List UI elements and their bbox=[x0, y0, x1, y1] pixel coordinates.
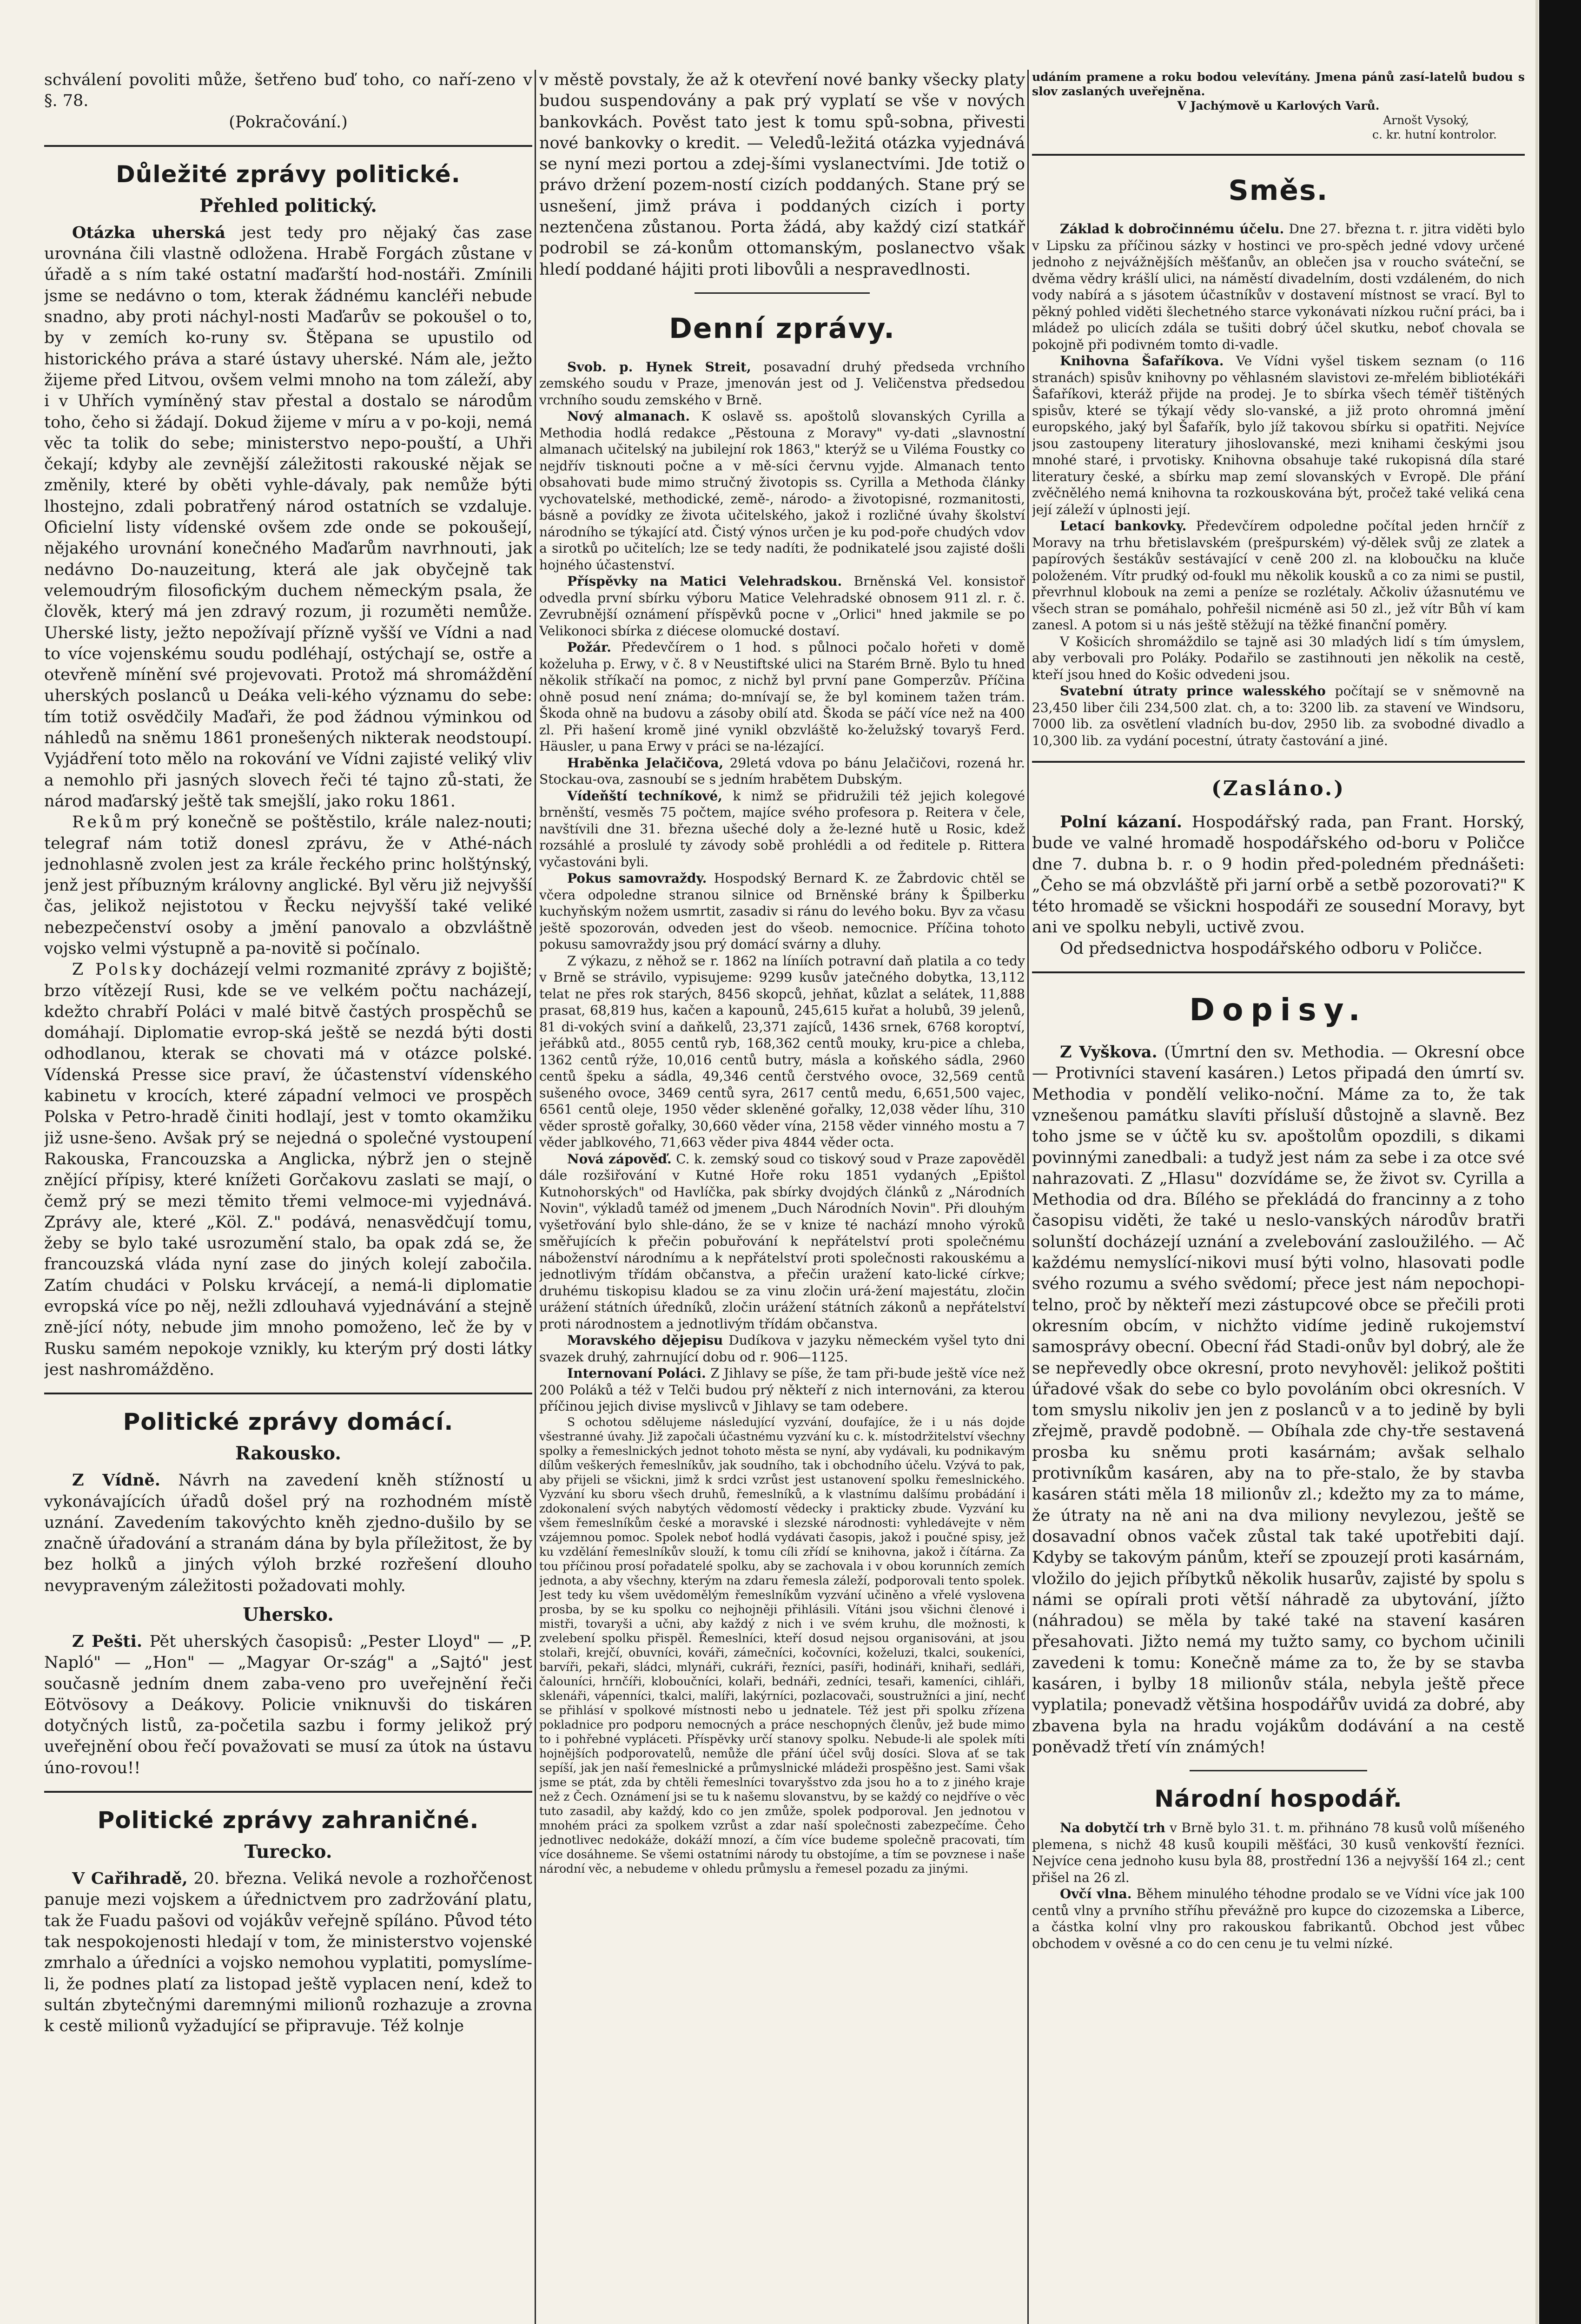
article-body: Návrh na zavedení kněh stížností u vykonávajících úřadů došel prý na rozhodném místě uznání. Zavedením takovýchto kněh zjedno-dušilo by se značně úřadování a stranám dána by byla příležitost, že by bez holků a jiných výloh brzké rozřešení dlouho nevypraveným záležitosti požadovati mohly. bbox=[44, 1471, 532, 1595]
section-heading-domestic: Politické zprávy domácí. bbox=[123, 1408, 454, 1436]
page-edge-light bbox=[1535, 0, 1538, 2324]
article-lead: Z Polsky bbox=[72, 960, 165, 979]
news-item bbox=[539, 639, 1025, 755]
news-body: Z Jihlavy se píše, že tam při-bude ještě více než 200 Poláků a též v Telči budou prý někteří z nich internováni, za kterou příčinou jejich divise myslivců v Jihlavy se tam odebere. bbox=[539, 1366, 1025, 1414]
subheading-austria: Rakousko. bbox=[235, 1443, 341, 1465]
misc-lead: Knihovna Šafaříkova. bbox=[1060, 353, 1224, 369]
divider bbox=[1032, 971, 1525, 973]
economy-body: v Brně bylo 31. t. m. přihnáno 78 kusů volů míšeného plemena, s nichž 48 kusů koupili měšťáci, 30 kusů venkovští řezníci. Nejvíce cena jednoho kusu byla 88, prostřední 136 a nejvyšší 164 zl.; cent přišel na 26 zl. bbox=[1032, 1820, 1525, 1885]
news-lead: Vídeňští techníkové, bbox=[567, 788, 722, 804]
divider bbox=[1032, 761, 1525, 763]
news-body: k nimž se přidružili též jejich kolegové brněnští, vesměs 75 počtem, majíce svého profesora p. Reitera v čele, navštívili dne 31. března ušeché doly a že-lezné hutě u Rosic, kdež rozsáhlé a proslulé ty závody sobě prohlédli a od ředitele p. Rittera vyčastováni byli. bbox=[539, 788, 1025, 870]
news-item bbox=[539, 755, 1025, 788]
section-heading-sent-in: (Zasláno.) bbox=[1211, 777, 1346, 800]
letter-body: (Úmrtní den sv. Methodia. — Okresní obce — Protivníci stavení kasáren.) Letos připadá den úmrtí sv. Methodia v pondělí veliko-noční. Máme za to, že tak vznešenou památku slavíti přísluší důstojně a slavně. Bez toho jsme se v účtě ku sv. apoštolům opozdili, s dikami povinnými zanedbali: a tudyž jest nám za sebe i za otce své nahrazovati. Z „Hlasu" dozvídáme se, že život sv. Cyrilla a Methodia od dra. Bílého se překládá do francinny a z toho časopisu viděti, že také u neslo-vanských národův bratři solunští docházejí uznání a zvelebování zasloužilého. — Ač každému nemyslící-nikovi musí býti volno, hlasovati podle svého rozumu a svého svědomí; přece jest nám nepochopi-telno, proč by někteří mezi zástupcové obce se přečili proti okresním obcím, v nichžto vidíme jedině rukojemství samosprávy obecní. Obecní řád Stadi-onův byl dobrý, ale že se nepřevedly obce okresní, proto nevyhověl: jelikož poštiti úřadové však do sebe co bylo povoláním obci okresních. V tom smyslu nikoliv jen jen z poslanců v a to jedině by byli zřejmě, pravdě podobně. — Obíhala zde chy-tře sestavená prosba ku sněmu proti kasárnám; avšak selhalo protivníkům kasáren, aby na to pře-stalo, že by stavba kasáren státi měla 18 milionův zl.; kdežto my za to máme, že útraty na ně ani na dva miliony nevylezou, ještě se dosavadní obnos vaček zůstal tak také upotřebiti dají. Kdyby se takovým pánům, kteří se zpouzejí proti kasárnám, vložilo do jejich příbytků několik husarův, zajisté by spolu s námi se opírali proti větší náhradě za ubytování, jížto (náhradou) se měla by také také na stavení kasáren přesahovati. Jižto nemá my tužto samy, co bychom učinili zavedeni k tomu: Konečně máme za to, že by se stavba kasáren, i bylby 18 milionův stála, nebyla ještě přece vyplatila; ponevadž většina hospodářův uvidá za dobré, aby zbavena byla na hradu vojákům dodávání a na cestě poněvadž třetí vín známých! bbox=[1032, 1043, 1525, 1756]
article-constantinople bbox=[44, 1868, 532, 2037]
news-lead: Nová zápověď. bbox=[567, 1151, 672, 1167]
article-vienna bbox=[44, 1470, 532, 1597]
column-right bbox=[1032, 70, 1525, 2324]
continued-text: udáním pramene a roku bodou velevítány. Jmena pánů zasí-latelů budou s slov zaslaných uveřejněna. bbox=[1032, 70, 1525, 98]
section-heading-letters: Dopisy. bbox=[1189, 992, 1368, 1028]
news-lead: Nový almanach. bbox=[567, 409, 690, 424]
news-lead: Pokus samovraždy. bbox=[567, 871, 707, 886]
divider bbox=[44, 1393, 532, 1394]
misc-body: Dne 27. března t. r. jitra viděti bylo v Lipsku za příčinou sázky v hostinci ve pro-spěch jedné vdovy určené jednoho z nejvážnějších měšťanův, an oblečen jsa v roucho sváteční, se dvěma vědry krášlí ulici, na náměstí divadelním, dosti vzdáleném, do nich vody nabírá a s jásotem účastníkův v dostavení místnost se vrací. Byl to pěkný pohled viděti šlechetného starce vykonávati nízkou ruční práci, ba i mládež po ulicích zdála se tušiti dobrý účel skutku, neboť chovala se pokojně při podivném tomto di-vadle. bbox=[1032, 221, 1525, 352]
column-middle bbox=[539, 70, 1025, 2324]
article-lead: Rekům bbox=[72, 813, 144, 832]
misc-lead: Základ k dobročinnému účelu. bbox=[1060, 221, 1284, 237]
news-body: Dudíkova v jazyku německém vyšel tyto dni svazek druhý, zahrnující dobu od r. 906—1125. bbox=[539, 1333, 1025, 1365]
news-body: posavadní druhý předseda vrchního zemského soudu v Praze, jmenován jest od J. Veličenstva předsedou vrchního soudu zemského v Brně. bbox=[539, 359, 1025, 408]
article-body: 20. března. Veliká nevole a rozhořčenost panuje mezi vojskem a úřednictvem pro zadržování platu, tak že Fuadu pašovi od vojákův veřejně spíláno. Původ této tak nespokojenosti hledají v tom, že ministerstvo vojenské zmrhalo a úředníci a vojsko nemohou vyplatiti, pomyslíme-li, že podnes platí za listopad ještě vyplacen není, kdež to sultán zbytečnými daremnými milionů rozhazuje a zrovna k cestě milionů vyžadující se připravuje. Též kolnje bbox=[44, 1869, 532, 2036]
news-body: 29letá vdova po bánu Jelačičovi, rozená hr. Stockau-ova, zasnoubí se s jedním hrabětem Dubským. bbox=[539, 755, 1025, 787]
news-lead: Příspěvky na Matici Velehradskou. bbox=[567, 574, 842, 589]
sent-in-lead: Polní kázaní. bbox=[1060, 812, 1182, 832]
subheading-overview: Přehled politický. bbox=[199, 195, 377, 217]
sent-in-signature: Od předsednictva hospodářského odboru v Poličce. bbox=[1060, 939, 1483, 958]
news-lead: Hraběnka Jelačičova, bbox=[567, 755, 724, 771]
article-lead: V Cařihradě, bbox=[72, 1869, 188, 1888]
news-lead: Požár. bbox=[567, 640, 611, 655]
divider bbox=[1190, 1770, 1367, 1771]
economy-body: Během minulého téhodne prodalo se ve Vídni více jak 100 centů vlny a prvního stříhu převážně pro kupce do cizozemska a Liberce, a částka kolní vlny pro rakouskou fabrikantů. Obchod jest vůbec obchodem v ověsné a co do cen cenu je tu velmi nízké. bbox=[1032, 1886, 1525, 1951]
economy-item bbox=[1032, 1886, 1525, 1952]
misc-body: Předevčírem odpoledne počítal jeden hrnčíř z Moravy na trhu břetislavském (prešpurském) vý-dělek svůj ze zlatek a papírových šestákův sestávající v ceně 200 zl. na kloboučku na kluče položeném. Vítr prudký od-foukl mu několik kousků a co za nimi se pustil, převrhnul klobouk na zemi a peníze se rozlétaly. Ačkoliv úžasnutému ve všech stran se pomáhalo, pohřešil nicméně asi 50 zl., jež vítr Bůh ví kam zanesl. A potom si u nás ještě stěžují na těžké finanční poměry. bbox=[1032, 518, 1525, 633]
article-pest bbox=[44, 1631, 532, 1779]
misc-body: Ve Vídni vyšel tiskem seznam (o 116 stranách) spisův knihovny po věhlasném slavistovi ze-mřelém bibliotékáři Šafaříkovi, kteráž přijde na prodej. Je to sbírka všech téměř tištěných spisův, které se týkají vědy slo-vanské, a již proto ohromná jmění europského, jaký byl Šafařík, bylo jíž takovou sbírku si opatřiti. Nejvíce jsou zastoupeny literatury jihoslovanské, mezi knihami českými jsou mnohé staré, i prvotisky. Knihovna obsahuje také rukopisná díla staré literatury české, a sbírku map zemí slovanských v Evropě. Dle přání zvěčnělého nemá knihovna ta rozkouskována být, pročež také veliká cena její záleží v úplnosti její. bbox=[1032, 353, 1525, 517]
column-rule bbox=[1027, 70, 1029, 2324]
article-lead: Z Vídně. bbox=[72, 1471, 160, 1490]
article-body: jest tedy pro nějaký čas zase urovnána čili vlastně odložena. Hrabě Forgách zůstane v úřadě a s ním také ostatní maďarští hod-nostáři. Zmínili jsme se nedávno o tom, kterak žádnému kancléři nebude snadno, aby proti náchyl-nosti Maďarův se pokoušel o to, by v zemích ko-runy sv. Štěpana se upustilo od historického práva a staré ústavy uherské. Nám ale, ježto žijeme před Litvou, ovšem velmi mnoho na tom záleží, aby i v Uhřích vymíněný stav přestal a dostalo se národům toho, čeho si žádají. Dokud žijeme v míru a v po-koji, nemá věc ta tolik do sebe; ministerstvo nepo-pouští, a Uhři čekají; kdyby ale zevnější záležitosti rakouské nějak se změnily, které by oběti vyhle-dávaly, pak nemůže býti lhostejno, zdali pobratřený národ ostatních se vzdaluje. Oficielní listy vídenské ovšem zde onde se pokoušejí, nějakého urovnání konečného Maďarům navrhnouti, jak nedávno Do-nauzeitung, která ale jak obyčejně tak velemoudrým filosofickým duchem německým psala, že člověk, který má jen zdravý rozum, ji rozuměti nemůže. Uherské listy, ježto nepožívají přízně vyšší ve Vídni a nad to více vojenskému soudu podléhají, ostýchají se, ostře a otevřeně mínění své projevovati. Protož má shromáždění uherských poslanců u Deáka veli-kého významu do sebe: tím totiž osvědčily Maďaři, že pod žádnou výminkou od náhledů na sněmu 1861 pronešených nikterak neodstoupí. Vyjádření toto mělo na rokování ve Vídni zajisté veliký vliv a nemohlo při jasných slovech řeči té tajno zů-stati, že národ maďarský ještě tak smejšlí, jako roku 1861. bbox=[44, 223, 532, 811]
article-body: docházejí velmi rozmanité zprávy z bojiště; brzo vítězejí Rusi, kde se ve velkém počtu nacházejí, kdežto chrabří Poláci v malé bitvě častých prospěchů se domáhají. Diplomatie evrop-ská ještě se nezdá býti dosti odhodlanou, kterak se chovati má v otázce polské. Vídenská Presse sice praví, že účastenství vídenského kabinetu v krocích, které západní velmoci ve prospěch Polska v Petro-hradě činiti hodlají, jest v tomto okamžiku již usne-šeno. Avšak prý se nejedná o společné vystoupení Rakouska, Francouzska a Anglicka, nýbrž jen o stejně znějící přípisy, které knížeti Gorčakovu zaslati se mají, o čemž prý se mezi těmito třemi velmoce-mi vyjednává. Zprávy ale, které „Köl. Z." podává, nenasvědčují tomu, žeby se bylo také usrozumění stalo, ba opak zdá se, že francouzská vláda nyní zase do jiných kolejí zabočila. Zatím chudáci v Polsku krvácejí, a nemá-li diplomatie evropská více po něj, nežli zdlouhavá vyjednávání a stejně zně-jící nóty, nebude jim mnoho pomoženo, leč že by v Rusku samém nepokoje vznikly, ku kterým prý dosti látky jest nashromážděno. bbox=[44, 960, 532, 1379]
article-body: Pět uherských časopisů: „Pester Lloyd" — „P. Napló" — „Hon" — „Magyar Or-szág" a „Sajtó" jest současně jedním dnem zaba-veno pro uveřejnění řeči Eötvösovy a Deákovy. Policie vniknuvši do tiskáren dotyčných listů, za-početila sazbu i formy jelikož prý uveřejnění obou řečí považovati se musí za útok na ústavu úno-rovou!! bbox=[44, 1632, 532, 1777]
signature-name: Arnošt Vysoký, bbox=[1383, 113, 1469, 127]
news-item bbox=[539, 408, 1025, 573]
continuation-note: (Pokračování.) bbox=[229, 112, 348, 132]
misc-lead: Svatební útraty prince walesského bbox=[1060, 683, 1326, 699]
news-body: Brněnská Vel. konsistoř odvedla první sbírku výboru Matice Velehradské obnosem 911 zl. r. č. Zevrubnější oznámení příspěvků pocne v „Orlici" hned jakmile se po Velikonoci sbírka z diécese olomucké dostaví. bbox=[539, 574, 1025, 639]
divider bbox=[695, 292, 869, 294]
misc-item bbox=[1032, 683, 1525, 749]
column-left bbox=[44, 70, 532, 2324]
continued-text: v městě povstaly, že až k otevření nové banky všecky platy budou suspendovány a pak prý vyplatí se vše v nových bankovkách. Pověst tato jest k tomu spů-sobna, přivesti nové bankovky o kredit. — Veledů-ležitá otázka vyjednává se nyní mezi portou a zdej-šími vyslanectvími. Jde totiž o právo držení pozem-ností cizích poddaných. Stane prý se usnešení, jimž práva i poddaných cizích i porty neztenčena zůstanou. Porta žádá, aby každý cizí statkář podrobil se zá-konům ottomanským, poslanectvo však hledí poddané hájiti proti libovůli a nespravedlnosti. bbox=[539, 71, 1025, 279]
article-hungary bbox=[44, 222, 532, 812]
misc-item bbox=[1032, 518, 1525, 634]
article-body: prý konečně se poštěstilo, krále nalez-nouti; telegraf nám totiž donesl zprávu, že v Athé-nách jednohlasně zvolen jest za krále řeckého princ holštýnský, jenž jest příbuzným královny anglické. Byl věru již nejvyšší čas, jelikož nejistotou v Řecku nejvyšší také veliké nebezpečenství osoby a jmění panovalo a obzvláštně vojsko velmi výstupně a pa-novitě si počínalo. bbox=[44, 813, 532, 958]
news-body: C. k. zemský soud co tiskový soud v Praze zapověděl dále rozšiřování v Kutné Hoře roku 1851 vydaných „Epištol Kutnohorských" od Havlíčka, pak sbírky dvojdých článků z „Národních Novin", výkladů taméž od jmenem „Duch Národních Novin". Při dlouhým vyšetřování bylo shle-dáno, že se v knize té nachází mnoho výroků směřujících k přečin pobuřování k nepřátelství proti společnému náboženství národnímu a k nepřátelství proti společnosti rakouskému a jednotlivým třídám občanstva, a přečin uražení kato-lické církve; druhému tiskopisu kladou se za vinu zločin urá-žení majestátu, zločin urážení státních úředníků, zločin urážení státních zákonů a nepřátelství proti národnostem a jednotlivým třídám občanstva. bbox=[539, 1151, 1025, 1332]
news-item bbox=[539, 1151, 1025, 1333]
column-rule bbox=[535, 70, 536, 2324]
misc-item bbox=[1032, 353, 1525, 518]
page-edge-shadow bbox=[1539, 0, 1581, 2324]
news-body: Předevčírem o 1 hod. s půlnoci počalo hořeti v domě koželuha p. Erwy, v č. 8 v Neustiftské ulici na Starém Brně. Bylo tu hned několik stříkačí na pomoc, z nichž byl první pane Gomperzův. Příčina ohně posud není známa; do-mnívají se, že byl kominem tažen trám. Škoda ohně na budovu a zásoby obilí atd. Škoda se páčí více než na 400 zl. Při hašení kromě jiné vynikl obzvláště ko-želužský tovaryš Ferd. Häusler, u pana Erwy v práci se na-lézající. bbox=[539, 640, 1025, 754]
news-item bbox=[539, 788, 1025, 871]
divider bbox=[44, 145, 532, 147]
signature-title: c. kr. hutní kontrolor. bbox=[1372, 128, 1497, 141]
economy-lead: Ovčí vlna. bbox=[1060, 1886, 1132, 1902]
letter-lead: Z Vyškova. bbox=[1060, 1043, 1158, 1062]
article-poland bbox=[44, 959, 532, 1380]
economy-lead: Na dobytčí trh bbox=[1060, 1820, 1165, 1836]
intro-text: schválení povoliti může, šetřeno buď toho, co naří-zeno v §. 78. bbox=[44, 71, 532, 111]
article-lead: Z Pešti. bbox=[72, 1632, 143, 1651]
section-heading-daily-news: Denní zprávy. bbox=[669, 312, 895, 345]
section-heading-miscellany: Směs. bbox=[1228, 174, 1329, 207]
location-line: V Jachýmově u Karlových Varů. bbox=[1177, 99, 1380, 112]
news-item-appeal: S ochotou sdělujeme následující vyzvání, doufajíce, že i u nás dojde všestranné úvahy. Již započali účastnému vyzvání ku c. k. místodržitelství všechny spolky a řemeslnických jednot tohoto města se nyní, aby vydávali, ku podnikavým dílům veškerých řemeslníkův, jak soudního, tak i obchodního účelu. Vzývá to pak, aby přijeli se všickni, jimž k srdci vzrůst jest ustanovení spolku řemeslnického. Vyzvání ku sboru všech druhů, řemeslníků, a k vlastnímu dalšímu probádání i zdokonalení svých nabytých vědomostí vědecky i prakticky zbude. Vyzvání ku všem řemeslníkům české a moravské i slezské národnosti: vyhledávejte v něm vzájemnou pomoc. Spolek neboť hodlá vydávati časopis, jakož i poučné spisy, jež ku vzdělání řemeslníkův slouží, k tomu cíli zřídí se knihovna, jakož i čítárna. Za tou příčinou prosí pořadatelé spolku, aby se zachovala i v obou korunních zemích jednota, a aby všechny, kterým na zdaru řemesla záleží, podporovali tento spolek. Jest tedy ku všem uvědomělým řemeslníkům vyzvání učiněno a vřelé vyslovena prosba, by se ku spolku co nejhojněji přihlásili. Vítáni jsou všichni členové i mistři, tovaryši a učni, aby každý z nich i ve svém kruhu, dle možnosti, k zvelebení spolku přispěl. Řemeslníci, kteří dosud nejsou organisováni, at jsou stolaři, krejčí, obuvníci, kováři, zámečníci, kočovníci, koželuzi, tkalci, soukeníci, barvíři, pekaři, sládci, mlynáři, cukráři, řezníci, pasíři, hodináři, knihaři, sedláři, čalouníci, hrnčíři, kloboučníci, kolaři, bednáři, zedníci, tesaři, kameníci, cihláři, sklenáři, vápenníci, tkalci, malíři, lakýrníci, pozlacovači, soustružníci a jiní, nechť se přihlásí v spolkové místnosti nebo u jednatele. Též jest při spolku zřízena pokladnice pro podporu nemocných a práce neschopných členův, jež bude mimo to i pohřebné vypláceti. Příspěvky určí stanovy spolku. Nebude-li ale spolek míti hojnějších podporovatelů, nemůže dle přání účel svůj dosíci. Slova ať se tak sepíší, jak jen naší řemeslnické a průmyslnické mládeži prospěšno jest. Sami však jsme se ptát, zda by chtěli řemeslníci tovaryšstvo zda jsou ho a to z jiného kraje než z Čech. Oznámení jsi se tu k našemu slovanstvu, by se každý co nejdříve o věc tuto zasadil, aby každý, kdo co jen zmůže, spolek podporoval. Jen jednotou v mnohém práci za spolkem vzrůst a zdar naší společnosti zabezpečíme. Čeho jednotlivec nedokáže, dokáží mnozí, a čím více budeme společně pracovati, tím více dosáhneme. Se všemi ostatními národy tu obstojíme, a tím se povznese i naše národní věc, a nebudeme v ohledu průmyslu a řemesel pozadu za jinými. bbox=[539, 1415, 1025, 1875]
article-greece bbox=[44, 812, 532, 959]
sent-in-item bbox=[1032, 812, 1525, 938]
letter-item bbox=[1032, 1042, 1525, 1758]
economy-item bbox=[1032, 1820, 1525, 1886]
misc-item bbox=[1032, 221, 1525, 353]
news-lead: Moravského dějepisu bbox=[567, 1333, 723, 1348]
news-item bbox=[539, 870, 1025, 953]
news-lead: Internovaní Poláci. bbox=[567, 1366, 706, 1381]
divider bbox=[1032, 154, 1525, 156]
section-heading-political: Důležité zprávy politické. bbox=[116, 160, 461, 188]
news-lead: Svob. p. Hynek Streit, bbox=[567, 359, 751, 375]
section-heading-economy: Národní hospodář. bbox=[1154, 1785, 1402, 1813]
subheading-hungary: Uhersko. bbox=[243, 1604, 334, 1625]
news-item bbox=[539, 359, 1025, 409]
news-item: Z výkazu, z něhož se r. 1862 na líníích potravní daň platila a co tedy v Brně se strávilo, vypisujeme: 9299 kusův jatečného dobytka, 13,112 telat ne přes rok starých, 8456 skopců, jehňat, kůzlat a selátek, 11,888 prasat, 68,819 hus, kačen a kapounů, 245,615 kuřat a holubů, 39 jelenů, 81 di-vokých sviní a daňkelů, 23,371 zajíců, 1436 srnek, 6768 koroptví, jeřábků atd., 8055 centů ryb, 168,362 centů mouky, kru-pice a chleba, 1362 centů rýže, 10,016 centů butry, másla a koňského sádla, 2960 centů špeku a sádla, 49,346 centů čerstvého ovoce, 32,569 centů sušeného ovoce, 3469 centů syra, 2617 centů medu, 6,651,500 vajec, 6561 centů oleje, 1950 věder skleněné gořalky, 12,038 věder líhu, 310 věder sprostě gořalky, 30,660 věder vína, 2158 věder vinného mostu a 7 věder jablkového, 71,663 věder piva 4844 věder octa. bbox=[539, 953, 1025, 1150]
subheading-turkey: Turecko. bbox=[244, 1841, 332, 1863]
news-body: K oslavě ss. apoštolů slovanských Cyrilla a Methodia hodlá redakce „Pěstouna z Moravy" vy-dati „slavnostní almanach učitelský na jubilejní rok 1863," kterýž se u Viléma Foustky co nejdřív tisknouti počne a v mě-síci červnu vyjde. Almanach tento obsahovati bude mimo stručný životopis ss. Cyrilla a Methoda články vychovatelské, methodické, země-, národo- a životopisné, rozmanitosti, básně a povídky ze života učitelského, jakož i rozličné úvahy školství národního se týkající atd. Čistý výnos určen je ku pod-poře chudých vdov a sirotků po učitelích; lze se tedy nadíti, že podnikatelé jsou zajisté došli hojného účastenství. bbox=[539, 409, 1025, 573]
sent-in-body: Hospodářský rada, pan Frant. Horský, bude ve valné hromadě hospodářského od-boru v Poličce dne 7. dubna b. r. o 9 hodin před-poledném přednášeti: „Čeho se má obzvláště při jarní orbě a setbě pozorovati?" K této hromadě se všickni hospodáři ze sousední Moravy, byt ani ve spolku nebyli, uctivě zvou. bbox=[1032, 813, 1525, 937]
news-body: Hospodský Bernard K. ze Žabrdovic chtěl se včera odpoledne stranou silnice od Brněnské brány k Špilberku kuchyňským nožem usmrtit, zasadiv si ránu do levého boku. Byv za včasu ještě spozorován, odveden jest do všeob. nemocnice. Příčina tohoto pokusu samovraždy jsou prý domácí svárny a dluhy. bbox=[539, 871, 1025, 952]
section-heading-foreign: Politické zprávy zahraničné. bbox=[97, 1807, 479, 1834]
news-item bbox=[539, 1365, 1025, 1415]
news-item bbox=[539, 573, 1025, 639]
divider bbox=[44, 1791, 532, 1793]
article-lead: Otázka uherská bbox=[72, 223, 225, 242]
misc-lead: Letací bankovky. bbox=[1060, 518, 1187, 534]
misc-body: počítají se v sněmovně na 23,450 liber čili 234,500 zlat. ch, a to: 3200 lib. za stavení ve Windsoru, 7000 lib. za osvětlení vladních bu-dov, 2950 lib. za svobodné divadlo a 10,300 lib. za vydání pocestní, útraty častování a jiné. bbox=[1032, 683, 1525, 748]
news-item bbox=[539, 1332, 1025, 1365]
misc-item: V Košicích shromáždilo se tajně asi 30 mladých lidí s tím úmyslem, aby verbovali pro Poláky. Podařilo se zastihnouti jen několik na cestě, kteří jsou hned do Košic odvedeni jsou. bbox=[1032, 634, 1525, 682]
